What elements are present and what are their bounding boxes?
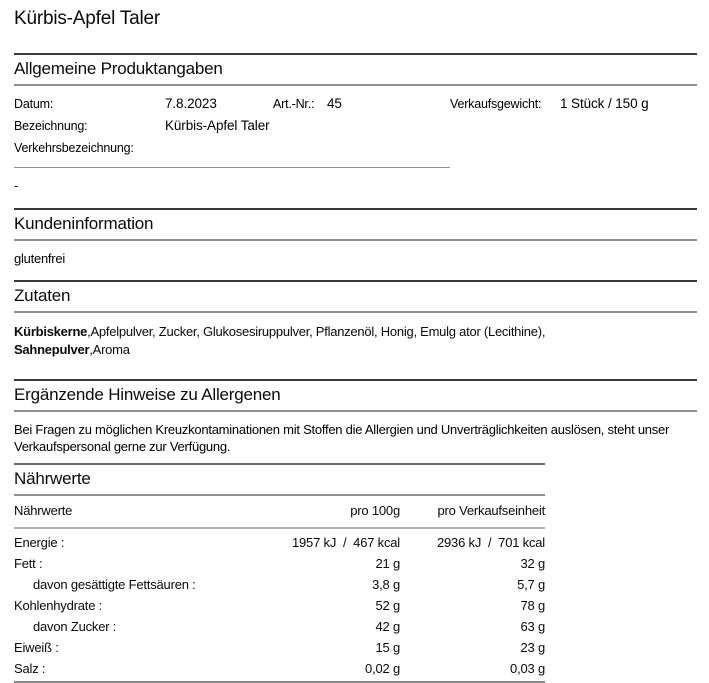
general-section-heading: Allgemeine Produktangaben bbox=[14, 53, 697, 86]
section-allergene bbox=[14, 379, 697, 455]
naehrwerte-heading: Nährwerte bbox=[14, 463, 545, 496]
general-fields bbox=[14, 93, 697, 194]
nutrition-header-row bbox=[14, 503, 545, 528]
row-per100-value: 3,8 g bbox=[372, 577, 400, 592]
zutaten-line2-rest: ,Aroma bbox=[89, 342, 130, 357]
zutaten-bold-sahnepulver: Sahnepulver bbox=[14, 342, 90, 357]
nutrition-col-header-naehrwerte: Nährwerte bbox=[14, 503, 245, 528]
allergene-text: Bei Fragen zu möglichen Kreuzkontaminationen mit Stoffen die Allergien und Unverträglichkeiten auslösen, steht unser Verkaufspersonal gerne zur Verfügung. bbox=[14, 422, 670, 454]
row-per100-value: 52 g bbox=[375, 598, 400, 613]
row-per100-value: 21 g bbox=[375, 556, 400, 571]
artnr-value: 45 bbox=[327, 96, 342, 111]
zutaten-line-1 bbox=[14, 323, 697, 341]
datum-value: 7.8.2023 bbox=[165, 96, 217, 111]
row-label: davon gesättigte Fettsäuren : bbox=[33, 577, 196, 592]
section-naehrwerte bbox=[14, 463, 697, 683]
verkaufsgewicht-value: 1 Stück / 150 g bbox=[560, 96, 649, 111]
empty-value-dash: - bbox=[14, 178, 19, 193]
row-perunit-value: 63 g bbox=[520, 619, 545, 634]
section-general-product-info bbox=[14, 53, 697, 194]
bezeichnung-value: Kürbis-Apfel Taler bbox=[165, 118, 270, 133]
field-row-verkehrsbezeichnung bbox=[14, 137, 697, 159]
row-perunit-value: 23 g bbox=[520, 640, 545, 655]
row-label: Energie : bbox=[14, 535, 65, 550]
row-perunit-value: 78 g bbox=[520, 598, 545, 613]
nutrition-col-header-pro100g: pro 100g bbox=[245, 503, 400, 528]
table-row-fett bbox=[14, 553, 545, 574]
field-row-datum bbox=[14, 93, 697, 115]
table-row-gesaettigte-fettsaeuren bbox=[14, 574, 545, 595]
table-row-zucker bbox=[14, 616, 545, 637]
table-row-energie bbox=[14, 528, 545, 553]
table-row-eiweiss bbox=[14, 637, 545, 658]
zutaten-line-2 bbox=[14, 341, 697, 359]
zutaten-list bbox=[14, 323, 697, 359]
zutaten-heading: Zutaten bbox=[14, 280, 697, 313]
row-label: Fett : bbox=[14, 556, 43, 571]
field-row-bezeichnung bbox=[14, 115, 697, 137]
section-zutaten bbox=[14, 280, 697, 359]
row-label: Salz : bbox=[14, 658, 245, 682]
datum-label: Datum: bbox=[14, 97, 54, 111]
row-perunit-value: 0,03 g bbox=[400, 658, 545, 682]
table-row-kohlenhydrate bbox=[14, 595, 545, 616]
row-label: davon Zucker : bbox=[33, 619, 117, 634]
row-perunit-value: 2936 kJ / 701 kcal bbox=[436, 535, 545, 550]
verkehrsbezeichnung-label: Verkehrsbezeichnung: bbox=[14, 141, 134, 155]
row-per100-value: 42 g bbox=[375, 619, 400, 634]
zutaten-line1-rest: ,Apfelpulver, Zucker, Glukosesiruppulver, Pflanzenöl, Honig, Emulg ator (Lecithine), bbox=[87, 324, 546, 339]
bezeichnung-label: Bezeichnung: bbox=[14, 119, 88, 133]
row-label: Eiweiß : bbox=[14, 640, 59, 655]
row-label: Kohlenhydrate : bbox=[14, 598, 103, 613]
row-perunit-value: 32 g bbox=[520, 556, 545, 571]
allergene-heading: Ergänzende Hinweise zu Allergenen bbox=[14, 379, 697, 412]
row-per100-value: 0,02 g bbox=[245, 658, 400, 682]
row-perunit-value: 5,7 g bbox=[517, 577, 545, 592]
zutaten-bold-kuerbiskerne: Kürbiskerne bbox=[14, 324, 88, 339]
nutrition-col-header-pro-verkaufseinheit: pro Verkaufseinheit bbox=[400, 503, 545, 528]
page-title: Kürbis-Apfel Taler bbox=[14, 8, 161, 29]
verkehrsbezeichnung-blank-line bbox=[14, 167, 450, 168]
artnr-label: Art.-Nr.: bbox=[273, 97, 315, 111]
kundeninformation-heading: Kundeninformation bbox=[14, 208, 697, 241]
kundeninformation-text: glutenfrei bbox=[14, 251, 65, 266]
section-kundeninformation bbox=[14, 208, 697, 267]
row-per100-value: 15 g bbox=[375, 640, 400, 655]
table-row-salz bbox=[14, 658, 545, 682]
row-per100-value: 1957 kJ / 467 kcal bbox=[291, 535, 400, 550]
verkaufsgewicht-label: Verkaufsgewicht: bbox=[450, 97, 542, 111]
nutrition-table bbox=[14, 503, 545, 683]
